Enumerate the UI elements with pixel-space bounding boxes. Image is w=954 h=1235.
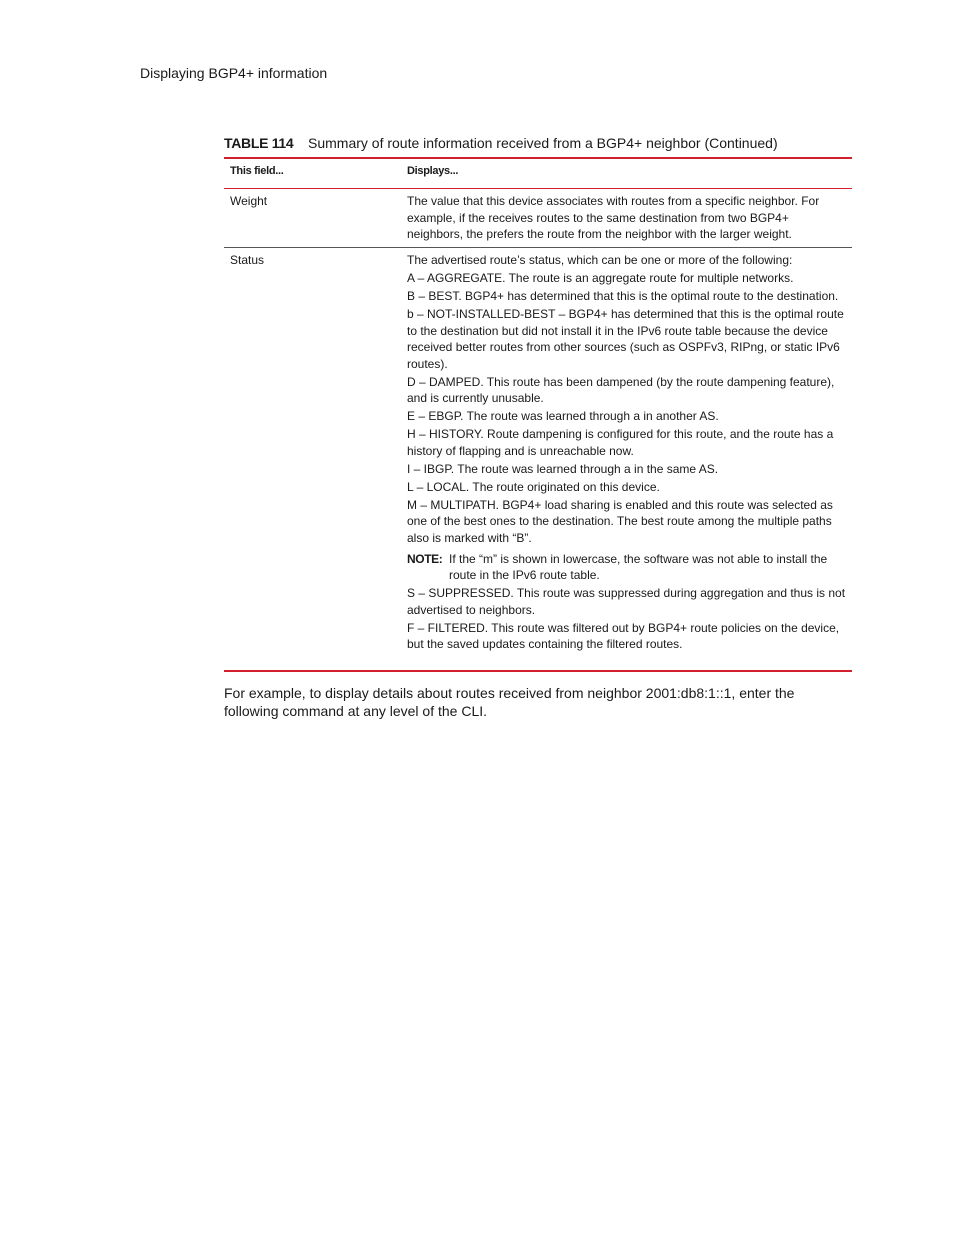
description-line: The advertised route’s status, which can be one or more of the following: [407,253,793,267]
body-paragraph: For example, to display details about routes received from neighbor 2001:db8:1::1, enter the following command at any level of the CLI. [224,685,795,719]
status-item: S – SUPPRESSED. This route was suppressed during aggregation and thus is not advertised to neighbors. [407,586,846,617]
column-header-displays: Displays... [407,165,459,177]
note-text: If the “m” is shown in lowercase, the software was not able to install the route in the IPv6 route table. [449,551,828,583]
status-item: b – NOT-INSTALLED-BEST – BGP4+ has determined that this is the optimal route to the destination but did not install it in the IPv6 route table because the device received better routes from other sources (such as OSPFv3, RIPng, or static IPv6 routes). [407,306,844,371]
note [407,551,846,584]
field-description [401,248,852,670]
note-label: NOTE: [407,551,443,566]
table-row [224,248,852,670]
status-item: F – FILTERED. This route was filtered out by BGP4+ route policies on the device, but the saved updates containing the filtered routes. [407,620,840,652]
field-name: Status [230,253,265,267]
status-item: D – DAMPED. This route has been dampened (by the route dampening feature), and is currently unusable. [407,374,835,406]
table-header-row [224,159,852,189]
status-item: B – BEST. BGP4+ has determined that this is the optimal route to the destination. [407,288,839,303]
status-item: H – HISTORY. Route dampening is configured for this route, and the route has a history of flapping and is unreachable now. [407,427,834,458]
running-header: Displaying BGP4+ information [140,65,328,81]
table-caption [224,135,852,151]
route-info-table [224,157,852,672]
table-row [224,189,852,248]
status-item: E – EBGP. The route was learned through a in another AS. [407,409,719,424]
status-item: A – AGGREGATE. The route is an aggregate route for multiple networks. [407,270,794,285]
column-header-field: This field... [230,165,284,177]
status-item: M – MULTIPATH. BGP4+ load sharing is enabled and this route was selected as one of the best ones to the destination. The best route among the multiple paths also is marked with “B”. [407,497,833,546]
table-number: TABLE 114 [224,135,294,151]
field-description [401,189,852,247]
status-item: L – LOCAL. The route originated on this device. [407,479,660,494]
description-line: The value that this device associates with routes from a specific neighbor. For example, if the receives routes to the same destination from two BGP4+ neighbors, the prefers the route from the neighbor with the larger weight. [407,194,820,242]
table-caption-text: Summary of route information received from a BGP4+ neighbor (Continued) [308,135,778,151]
status-item: I – IBGP. The route was learned through a in the same AS. [407,461,719,476]
field-name: Weight [230,194,268,208]
